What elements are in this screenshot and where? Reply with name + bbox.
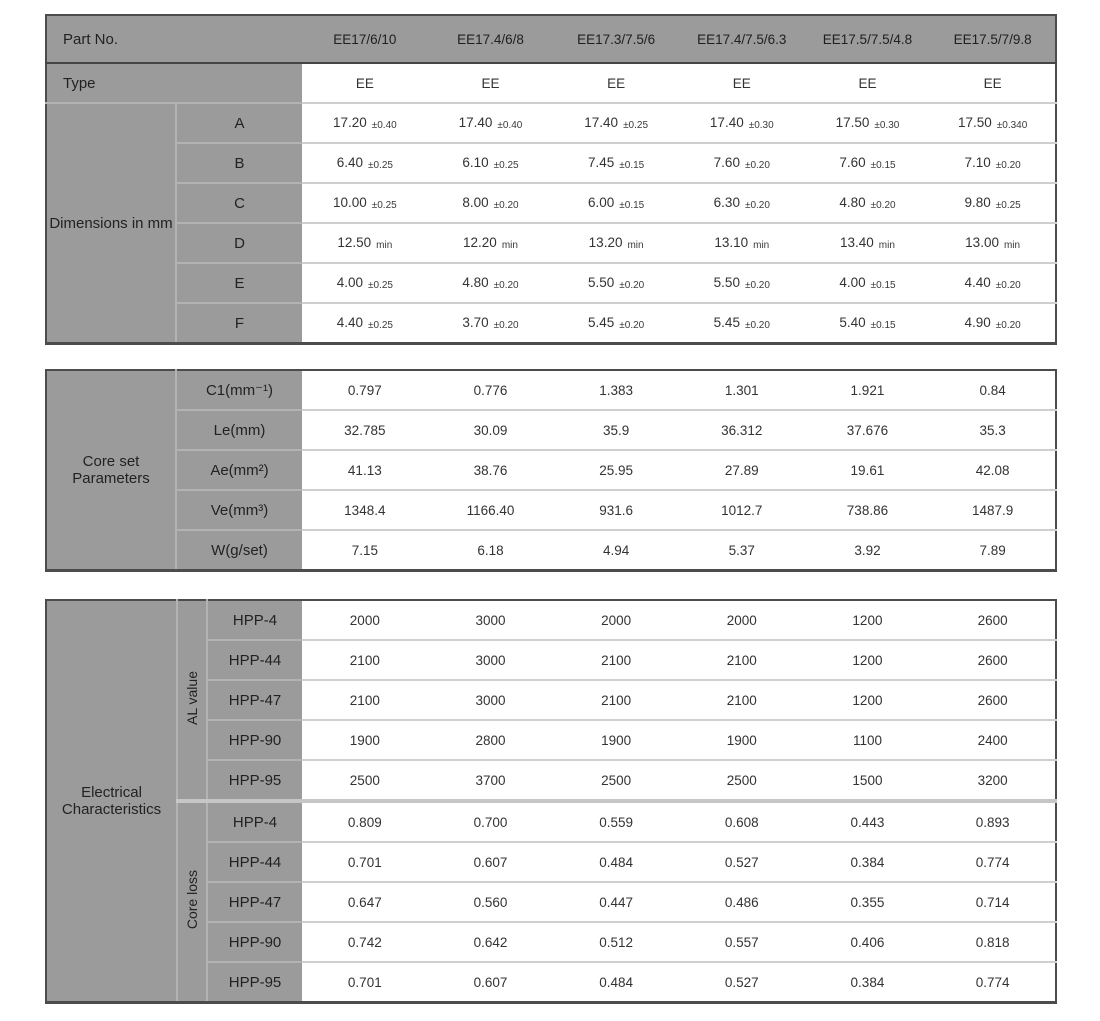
core-loss-value-cell: 0.701	[347, 974, 382, 990]
core-loss-value-cell: 0.443	[805, 801, 931, 842]
dimension-value-cell	[428, 183, 554, 223]
dimension-tolerance: ±0.25	[367, 280, 393, 291]
dimension-value-cell	[553, 103, 679, 143]
al-value-section-text: AL value	[184, 670, 200, 725]
parameter-value-cell: 1.921	[805, 370, 931, 410]
dimension-value: 6.40	[336, 155, 363, 170]
parameter-value-cell: 0.84	[930, 370, 1056, 410]
dimension-tolerance: ±0.20	[995, 280, 1021, 291]
dimension-tolerance: ±0.20	[493, 320, 519, 331]
al-value-cell: 2600	[930, 680, 1056, 720]
core-loss-value-cell: 0.557	[679, 922, 805, 962]
core-loss-value-cell: 0.384	[850, 974, 885, 990]
al-value-cell: 1200	[805, 680, 931, 720]
parameter-value-cell: 1012.7	[679, 490, 805, 530]
dimension-value-cell	[428, 223, 554, 263]
dimension-value-cell	[428, 303, 554, 344]
dimension-value: 7.45	[588, 155, 615, 170]
dimension-value-cell	[428, 263, 554, 303]
dimension-tolerance: ±0.30	[874, 120, 900, 131]
dimension-row-b	[46, 143, 1056, 183]
parameter-value-cell: 7.89	[979, 542, 1006, 558]
al-value-cell: 1200	[805, 600, 931, 640]
dimension-value-cell	[930, 143, 1056, 183]
parameter-value-cell: 738.86	[805, 490, 931, 530]
dimension-value: 6.00	[588, 195, 615, 210]
core-loss-value-cell: 0.818	[930, 922, 1056, 962]
parameter-value-cell: 1.383	[553, 370, 679, 410]
material-row-label: HPP-4	[207, 600, 302, 640]
al-value-cell: 1200	[805, 640, 931, 680]
al-value-cell: 3000	[428, 680, 554, 720]
dimension-row-label: C	[176, 183, 302, 223]
electrical-characteristics-table	[45, 599, 1057, 1004]
parameter-value-cell: 931.6	[553, 490, 679, 530]
dimension-tolerance: ±0.20	[744, 280, 770, 291]
al-value-cell: 1900	[679, 720, 805, 760]
core-loss-value-cell: 0.384	[805, 842, 931, 882]
dimension-value: 17.50	[835, 115, 870, 130]
dimension-tolerance: ±0.15	[870, 160, 896, 171]
material-row-label: HPP-95	[207, 962, 302, 1003]
al-value-cell: 2100	[302, 640, 428, 680]
al-value-cell: 2100	[553, 680, 679, 720]
dimension-value-cell	[553, 223, 679, 263]
table-gap	[45, 345, 1100, 369]
dimension-value: 5.50	[588, 275, 615, 290]
al-value-cell: 2800	[428, 720, 554, 760]
material-row-label: HPP-44	[207, 640, 302, 680]
al-value-cell: 1900	[302, 720, 428, 760]
dimension-row-f	[46, 303, 1056, 344]
dimension-row-label: D	[176, 223, 302, 263]
dimension-row-d	[46, 223, 1056, 263]
parameter-row-label: Le(mm)	[176, 410, 302, 450]
dimension-value-cell	[805, 183, 931, 223]
part-no-label: Part No.	[46, 15, 302, 63]
material-row-label: HPP-90	[207, 922, 302, 962]
dimension-row-c	[46, 183, 1056, 223]
type-label: Type	[46, 63, 302, 103]
dimension-value: 5.45	[588, 315, 615, 330]
parameter-value-cell: 41.13	[302, 450, 428, 490]
dimension-value: 17.40	[584, 115, 619, 130]
parameter-value-cell: 35.9	[553, 410, 679, 450]
material-row-label: HPP-47	[207, 882, 302, 922]
al-value-cell: 2000	[302, 600, 428, 640]
parameter-value-cell: 19.61	[805, 450, 931, 490]
al-value-cell: 2000	[553, 600, 679, 640]
type-value-cell: EE	[930, 63, 1056, 103]
dimension-value-cell	[805, 223, 931, 263]
core-loss-value-cell: 0.447	[553, 882, 679, 922]
dimension-tolerance: ±0.20	[995, 160, 1021, 171]
parameter-row	[46, 410, 1056, 450]
dimension-value-cell	[553, 263, 679, 303]
dimension-value-cell	[930, 263, 1056, 303]
parameter-value-cell: 37.676	[805, 410, 931, 450]
core-loss-value-cell: 0.742	[302, 922, 428, 962]
dimension-tolerance: ±0.20	[995, 320, 1021, 331]
dimension-value: 4.00	[336, 275, 363, 290]
dimension-row-e	[46, 263, 1056, 303]
dimension-value-cell	[805, 143, 931, 183]
parameter-row-label: Ve(mm³)	[176, 490, 302, 530]
parameter-value-cell: 42.08	[930, 450, 1056, 490]
parameter-value-cell: 1348.4	[302, 490, 428, 530]
dimensions-group-label: Dimensions in mm	[46, 103, 176, 344]
type-value-cell: EE	[805, 63, 931, 103]
dimension-tolerance: ±0.30	[748, 120, 774, 131]
table-gap	[45, 572, 1100, 599]
core-loss-value-cell: 0.774	[930, 842, 1056, 882]
type-row	[46, 63, 1056, 103]
dimension-value: 17.40	[709, 115, 744, 130]
dimension-tolerance: ±0.25	[623, 120, 649, 131]
core-loss-value-cell: 0.607	[428, 842, 554, 882]
dimension-value-cell	[679, 223, 805, 263]
dimension-value: 9.80	[964, 195, 991, 210]
dimension-value-cell	[302, 103, 428, 143]
parameter-value-cell: 27.89	[679, 450, 805, 490]
al-value-cell: 2100	[553, 640, 679, 680]
core-loss-value-cell: 0.647	[302, 882, 428, 922]
dimension-tolerance: ±0.20	[619, 320, 645, 331]
parameter-value-cell: 0.797	[302, 370, 428, 410]
dimension-value: 4.00	[839, 275, 866, 290]
core-loss-value-cell: 0.484	[553, 842, 679, 882]
dimension-value-cell	[805, 263, 931, 303]
parameter-row-label: Ae(mm²)	[176, 450, 302, 490]
al-value-cell: 1100	[805, 720, 931, 760]
dimension-value: 13.00	[965, 235, 999, 250]
part-column-header: EE17.5/7/9.8	[930, 15, 1056, 63]
dimension-row-label: E	[176, 263, 302, 303]
dimension-tolerance: min	[501, 240, 518, 251]
parameter-value-cell: 1166.40	[428, 490, 554, 530]
dimension-value-cell	[428, 143, 554, 183]
dimension-tolerance: ±0.20	[619, 280, 645, 291]
core-loss-section-label	[177, 801, 207, 1003]
dimension-tolerance: ±0.40	[497, 120, 523, 131]
dimension-value-cell	[930, 303, 1056, 344]
type-value-cell: EE	[428, 63, 554, 103]
dimension-tolerance: ±0.15	[619, 160, 645, 171]
dimension-value-cell	[679, 183, 805, 223]
parameter-row-label: W(g/set)	[176, 530, 302, 571]
dimension-value: 5.40	[839, 315, 866, 330]
dimension-value: 7.10	[964, 155, 991, 170]
material-row-label: HPP-95	[207, 760, 302, 801]
core-loss-section-text: Core loss	[184, 869, 200, 930]
parameter-value-cell: 1.301	[679, 370, 805, 410]
core-loss-value-cell: 0.406	[805, 922, 931, 962]
dimension-value: 6.10	[462, 155, 489, 170]
core-loss-value-cell: 0.607	[473, 974, 508, 990]
dimension-tolerance: min	[627, 240, 644, 251]
al-value-cell: 2500	[726, 772, 757, 788]
dimension-value-cell	[302, 263, 428, 303]
dimension-value: 12.50	[337, 235, 372, 250]
dimension-value-cell	[679, 103, 805, 143]
dimension-value: 5.50	[713, 275, 740, 290]
part-column-header: EE17.4/6/8	[428, 15, 554, 63]
al-value-cell: 2100	[302, 680, 428, 720]
dimension-value: 13.20	[588, 235, 623, 250]
dimension-value-cell	[302, 143, 428, 183]
parameter-value-cell: 4.94	[603, 542, 630, 558]
parameter-value-cell: 38.76	[428, 450, 554, 490]
al-value-cell: 3000	[428, 640, 554, 680]
dimension-value-cell	[302, 223, 428, 263]
dimension-value: 17.40	[458, 115, 493, 130]
dimension-value-cell	[679, 143, 805, 183]
type-value-cell: EE	[302, 63, 428, 103]
core-loss-value-cell: 0.608	[679, 801, 805, 842]
part-column-header: EE17.5/7.5/4.8	[805, 15, 931, 63]
dimension-value: 17.50	[957, 115, 992, 130]
dimension-value: 13.40	[839, 235, 874, 250]
parameter-value-cell: 32.785	[302, 410, 428, 450]
al-value-cell: 1900	[553, 720, 679, 760]
dimension-value-cell	[930, 103, 1056, 143]
dimension-value-cell	[428, 103, 554, 143]
dimension-tolerance: ±0.25	[371, 200, 397, 211]
al-value-cell: 2000	[679, 600, 805, 640]
al-value-cell: 3700	[475, 772, 506, 788]
dimension-tolerance: min	[878, 240, 895, 251]
dimension-value: 13.10	[714, 235, 749, 250]
al-value-cell: 3000	[428, 600, 554, 640]
core-loss-value-cell: 0.559	[553, 801, 679, 842]
al-value-cell: 2100	[679, 640, 805, 680]
al-value-row	[46, 600, 1056, 640]
parameter-row	[46, 530, 1056, 571]
dimension-tolerance: ±0.20	[870, 200, 896, 211]
core-loss-value-cell: 0.893	[930, 801, 1056, 842]
dimension-value-cell	[805, 103, 931, 143]
parameter-value-cell: 1487.9	[930, 490, 1056, 530]
core-loss-value-cell: 0.774	[975, 974, 1010, 990]
dimension-tolerance: ±0.40	[371, 120, 397, 131]
material-row-label: HPP-90	[207, 720, 302, 760]
core-loss-value-cell: 0.714	[930, 882, 1056, 922]
dimension-value-cell	[930, 183, 1056, 223]
dimension-value: 5.45	[713, 315, 740, 330]
part-column-header: EE17/6/10	[302, 15, 428, 63]
core-loss-value-cell: 0.527	[679, 842, 805, 882]
core-loss-value-cell: 0.560	[428, 882, 554, 922]
dimension-value-cell	[553, 303, 679, 344]
al-value-cell: 2500	[601, 772, 632, 788]
dimension-tolerance: ±0.20	[493, 280, 519, 291]
dimension-row-label: B	[176, 143, 302, 183]
parameter-value-cell: 30.09	[428, 410, 554, 450]
core-loss-value-cell: 0.809	[302, 801, 428, 842]
material-row-label: HPP-4	[207, 801, 302, 842]
parameter-value-cell: 7.15	[351, 542, 378, 558]
parameter-row	[46, 490, 1056, 530]
parameter-value-cell: 35.3	[930, 410, 1056, 450]
parameter-value-cell: 0.776	[428, 370, 554, 410]
part-column-header: EE17.3/7.5/6	[553, 15, 679, 63]
dimension-tolerance: min	[753, 240, 770, 251]
dimension-value: 4.40	[336, 315, 363, 330]
dimension-value-cell	[302, 303, 428, 344]
electrical-group-label: Electrical Characteristics	[46, 600, 177, 1003]
dimension-value-cell	[553, 143, 679, 183]
parameter-value-cell: 5.37	[728, 542, 755, 558]
parameter-row	[46, 370, 1056, 410]
dimension-tolerance: ±0.15	[619, 200, 645, 211]
part-no-header-row	[46, 15, 1056, 63]
dimension-value-cell	[930, 223, 1056, 263]
core-set-group-label: Core set Parameters	[46, 370, 176, 571]
dimension-value: 10.00	[332, 195, 367, 210]
al-value-cell: 2400	[930, 720, 1056, 760]
dimension-tolerance: min	[1003, 240, 1021, 251]
parameter-value-cell: 25.95	[553, 450, 679, 490]
core-loss-value-cell: 0.701	[302, 842, 428, 882]
core-loss-value-cell: 0.486	[679, 882, 805, 922]
dimension-value: 7.60	[713, 155, 740, 170]
core-loss-value-cell: 0.642	[428, 922, 554, 962]
core-set-parameters-table	[45, 369, 1057, 572]
dimension-value-cell	[679, 263, 805, 303]
dimension-tolerance: ±0.20	[744, 160, 770, 171]
dimension-value-cell	[805, 303, 931, 344]
type-value-cell: EE	[679, 63, 805, 103]
al-value-cell: 2600	[930, 600, 1056, 640]
core-loss-value-cell: 0.700	[428, 801, 554, 842]
part-column-header: EE17.4/7.5/6.3	[679, 15, 805, 63]
dimension-row-label: A	[176, 103, 302, 143]
al-value-cell: 2600	[930, 640, 1056, 680]
dimension-value: 17.20	[332, 115, 367, 130]
dimension-tolerance: ±0.20	[744, 200, 770, 211]
parameter-value-cell: 3.92	[854, 542, 881, 558]
material-row-label: HPP-44	[207, 842, 302, 882]
dimension-tolerance: ±0.25	[995, 200, 1021, 211]
dimension-tolerance: min	[376, 240, 393, 251]
dimension-tolerance: ±0.20	[744, 320, 770, 331]
dimension-tolerance: ±0.25	[367, 160, 393, 171]
dimension-value: 7.60	[839, 155, 866, 170]
core-loss-value-cell: 0.355	[805, 882, 931, 922]
core-loss-row	[46, 801, 1056, 842]
dimension-tolerance: ±0.25	[367, 320, 393, 331]
dimension-row-a	[46, 103, 1056, 143]
dimension-value-cell	[553, 183, 679, 223]
al-value-cell: 2100	[679, 680, 805, 720]
dimension-tolerance: ±0.15	[870, 320, 896, 331]
core-loss-value-cell: 0.484	[599, 974, 634, 990]
parameter-row-label: C1(mm⁻¹)	[176, 370, 302, 410]
parameter-value-cell: 6.18	[477, 542, 504, 558]
dimension-value: 3.70	[462, 315, 489, 330]
al-value-cell: 2500	[349, 772, 380, 788]
dimension-value-cell	[302, 183, 428, 223]
dimension-value: 6.30	[713, 195, 740, 210]
dimension-value: 8.00	[462, 195, 489, 210]
part-dimensions-table	[45, 14, 1057, 345]
parameter-value-cell: 36.312	[679, 410, 805, 450]
parameter-row	[46, 450, 1056, 490]
dimension-tolerance: ±0.25	[493, 160, 519, 171]
material-row-label: HPP-47	[207, 680, 302, 720]
dimension-value: 4.40	[964, 275, 991, 290]
dimension-value: 4.80	[839, 195, 866, 210]
core-loss-value-cell: 0.527	[724, 974, 759, 990]
al-value-section-label	[177, 600, 207, 801]
dimension-tolerance: ±0.340	[996, 120, 1028, 131]
al-value-cell: 1500	[852, 772, 883, 788]
dimension-value: 4.90	[964, 315, 991, 330]
dimension-value: 4.80	[462, 275, 489, 290]
dimension-value-cell	[679, 303, 805, 344]
al-value-cell: 3200	[977, 772, 1008, 788]
type-value-cell: EE	[553, 63, 679, 103]
dimension-value: 12.20	[463, 235, 497, 250]
core-loss-value-cell: 0.512	[553, 922, 679, 962]
dimension-tolerance: ±0.20	[493, 200, 519, 211]
dimension-tolerance: ±0.15	[870, 280, 896, 291]
dimension-row-label: F	[176, 303, 302, 344]
